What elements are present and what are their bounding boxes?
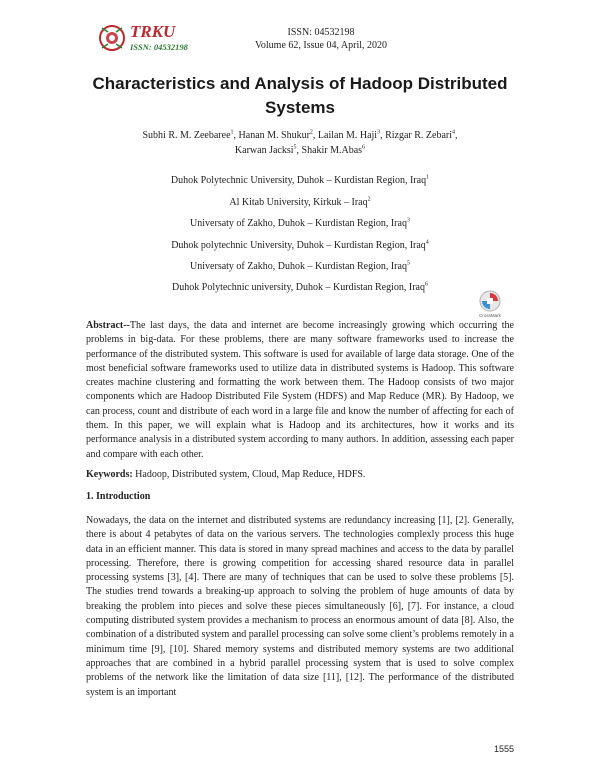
author-name: Karwan Jacksi <box>234 145 294 156</box>
affiliation-4: Duhok polytechnic University, Duhok – Kurdistan Region, Iraq$^4$ <box>171 239 429 251</box>
author-sup: 1 <box>230 129 234 136</box>
author-name: Hanan M. Shukur <box>238 130 310 141</box>
abstract-text: The last days, the data and internet are become increasingly growing which occurring the problems in big-data. For these problems, there are many software frameworks used to increase the performance of the distributed system. This software is used for available of large data storage. One of the most beneficial software frameworks used to utilize data in distributed systems is Hadoop. This software creates machine clustering and formatting the work between them. The Hadoop consists of two major components which are Hadoop Distributed File System (HDFS) and Map Reduce (MR). By Hadoop, we can process, count and distribute of each word in a large file and know the number of affecting for each of them. In this paper, we will explain what is Hadoop and its architectures, how it works and its performance analysis in a distributed system according to many authors. In addition, assessing each paper and compare with each other. <box>86 320 514 460</box>
author-name: Lailan M. Haji <box>317 130 378 141</box>
section-heading: 1. Introduction <box>86 491 151 502</box>
journal-logo <box>98 20 210 56</box>
author-sup: 4 <box>452 129 455 136</box>
author-sup: 6 <box>362 144 366 151</box>
keywords-label: Keywords: <box>86 469 133 480</box>
affiliation-1: Duhok Polytechnic University, Duhok – Kurdistan Region, Iraq$^1$ <box>170 174 430 186</box>
abstract <box>86 319 514 462</box>
author-name: Subhi R. M. Zeebaree <box>142 130 231 141</box>
affiliation-5: Universaty of Zakho, Duhok – Kurdistan Region, Iraq$^5$ <box>190 260 410 272</box>
logo-title: TRKU <box>130 22 176 41</box>
keywords <box>86 468 514 482</box>
volume-line: Volume 62, Issue 04, April, 2020 <box>254 40 388 51</box>
affiliation-6: Duhok Polytechnic university, Duhok – Kurdistan Region, Iraq$^6$ <box>172 281 428 293</box>
author-name: Shakir M.Abas <box>301 145 363 156</box>
logo-emblem-icon <box>100 26 124 50</box>
logo-issn: ISSN: 04532198 <box>130 42 188 52</box>
abstract-label: Abstract-- <box>86 320 130 331</box>
author-list: Subhi R. M. Zeebaree$^1$, Hanan M. Shukur$^2$, Lailan M. Haji$^3$, Rizgar R. Zebari$^4$, Karwan Jacksi$^5$, Shakir M.Abas$^6$ <box>142 129 458 156</box>
page-number: 1555 <box>493 744 514 754</box>
author-sup: 5 <box>293 144 297 151</box>
affiliation-3: Universaty of Zakho, Duhok – Kurdistan Region, Iraq$^3$ <box>190 217 410 229</box>
introduction-text: Nowadays, the data on the internet and distributed systems are redundancy increasing [1], [2]. Generally, there is about 4 petabytes of data on the various servers. The technologies complexly process this huge data in an efficient manner. This data is stored in many spread machines and access to the data by parallel processing. Therefore, there is growing competition for accessing shared resource data in parallel processing systems [3], [4]. There are many of techniques that can be used to solve these problems [5]. The studies trend towards a breaking-up approach to solving the problem of huge amounts of data by breaking the problem into pieces and solve these pieces simultaneously [6], [7]. For instance, a cloud computing distributed system provides a mechanism to process an enormous amount of data [8]. Also, the combination of a distributed system and parallel processing can solve some client’s problems remotely in a minimum time [9], [10]. Shared memory systems and distributed memory systems are two additional approaches that are combined in a hybrid parallel processing system that is used to solve complex problems of the network like the limitation of data size [11], [12]. The performance of the distributed system is an important <box>86 515 514 698</box>
author-sup: 3 <box>377 129 381 136</box>
affiliation-2: Al Kitab University, Kirkuk – Iraq$^2$ <box>229 196 371 208</box>
paper-title: Characteristics and Analysis of Hadoop Distributed Systems <box>92 74 508 117</box>
issn-line: ISSN: 04532198 <box>287 27 355 38</box>
crossmark-icon[interactable] <box>478 290 502 318</box>
keywords-text: Hadoop, Distributed system, Cloud, Map Reduce, HDFS. <box>132 469 366 480</box>
author-name: Rizgar R. Zebari <box>385 130 452 141</box>
journal-header <box>236 26 406 52</box>
crossmark-label: CrossMark <box>479 313 501 318</box>
author-sup: 2 <box>309 129 313 136</box>
